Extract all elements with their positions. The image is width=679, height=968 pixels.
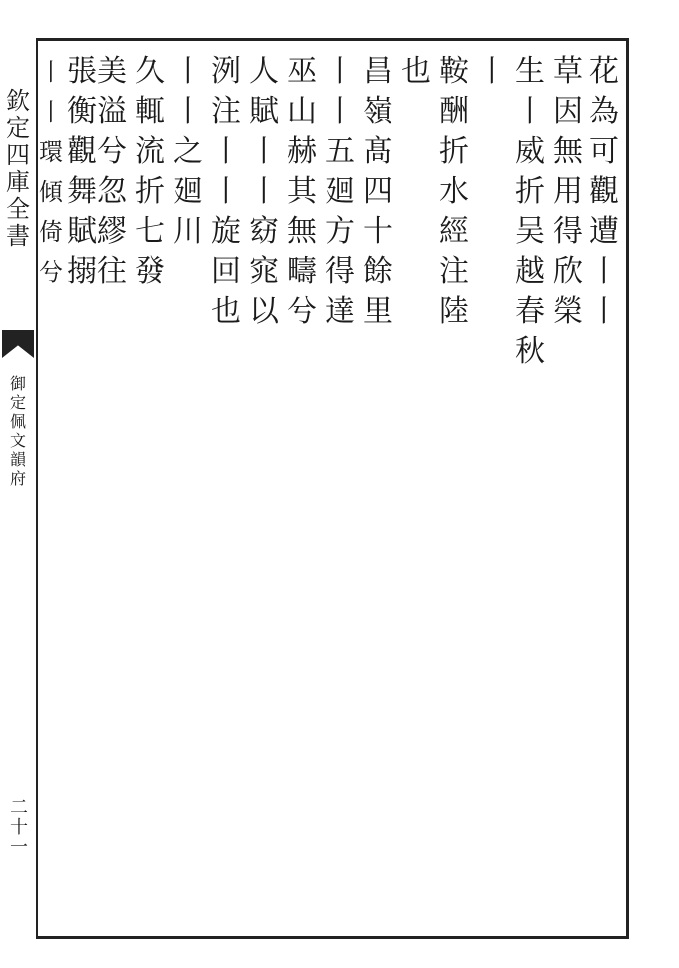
text-column-11: 洌注丨丨旋回也 [211, 54, 241, 329]
text-column-2: 草因無用得欣榮 [553, 54, 583, 329]
page-number: 二十一 [10, 797, 28, 858]
collection-title: 欽定四庫全書 [6, 87, 30, 250]
text-column-15: 張衡觀舞賦搦 [67, 54, 97, 289]
text-column-7: 昌嶺髙四十餘里 [363, 54, 393, 329]
text-column-8: 丨丨五廻方得達 [325, 54, 355, 329]
text-column-14: 美溢兮忽繆往 [97, 54, 127, 289]
text-column-10: 人賦丨丨窈窕以 [249, 54, 279, 329]
text-column-3: 生丨威折吴越春秋 [515, 54, 545, 369]
fish-tail-mark [2, 330, 34, 358]
text-column-4: 丨 [477, 54, 507, 89]
frame-right-border [626, 38, 629, 936]
text-column-12: 丨丨之廻川 [173, 54, 203, 249]
frame-bottom-border [36, 936, 629, 939]
text-column-13: 久輒流折七發 [135, 54, 165, 289]
frame-top-border [36, 38, 629, 41]
text-column-9: 巫山赫其無疇兮 [287, 54, 317, 329]
text-column-6: 也 [401, 54, 431, 89]
text-column-1: 花為可觀遭丨丨 [589, 54, 619, 329]
text-column-5: 鞍酬折水經注陸 [439, 54, 469, 329]
book-name: 御定佩文韻府 [9, 374, 26, 488]
page-margin-gutter [0, 38, 38, 936]
text-column-16: 丨丨環傾倚兮 [39, 58, 63, 286]
